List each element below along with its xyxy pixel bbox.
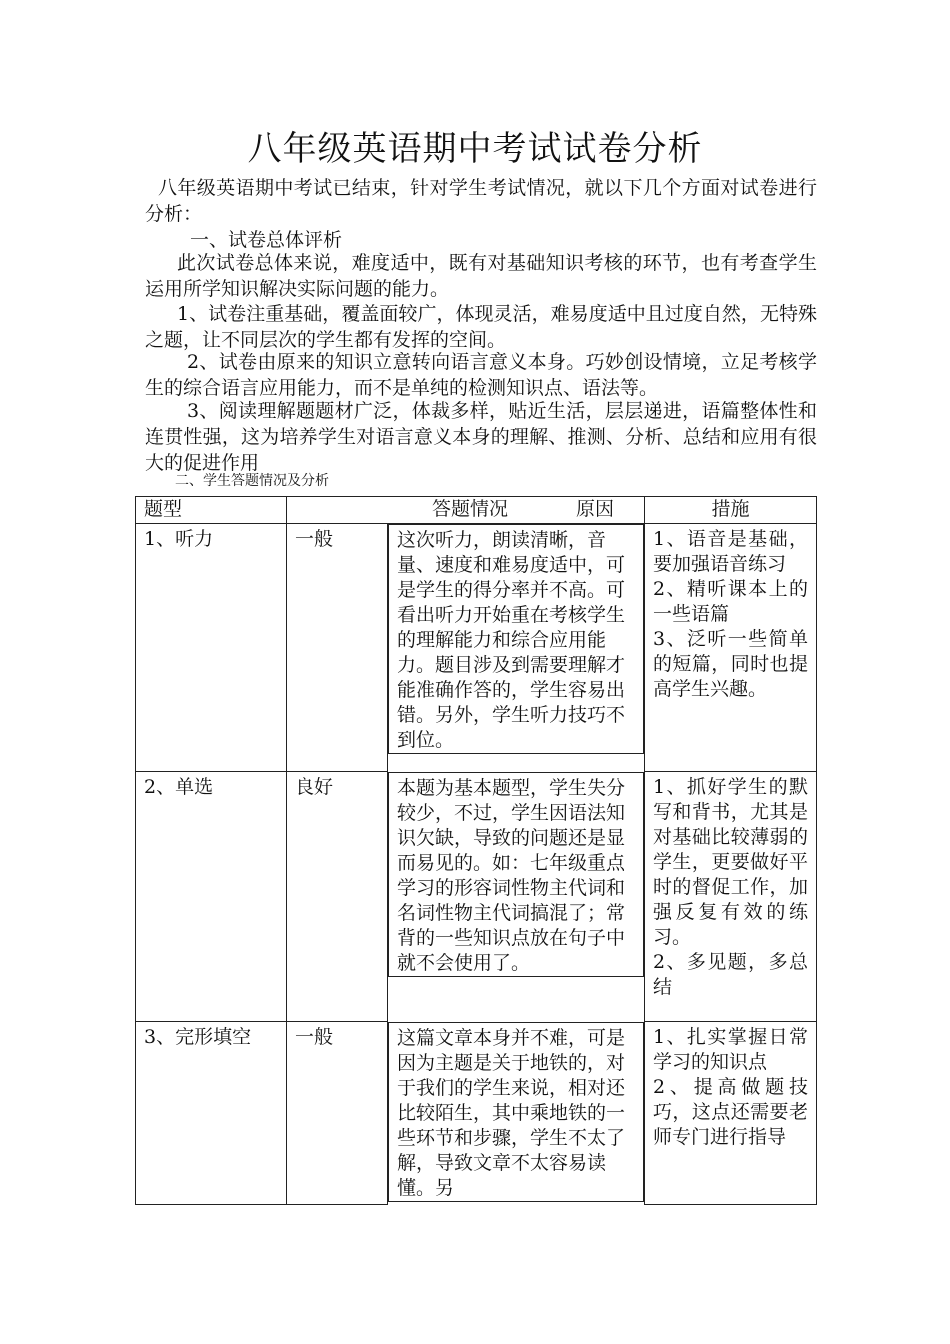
cell-type: 1、听力 [136, 524, 287, 772]
section-heading-overall: 一、试卷总体评析 [190, 229, 343, 251]
cell-type: 2、单选 [136, 772, 287, 1022]
measure-item: 2、精听课本上的一些语篇 [653, 578, 808, 625]
header-measure: 措施 [645, 497, 817, 524]
cell-type: 3、完形填空 [136, 1022, 287, 1205]
cell-status: 一般 [287, 1022, 388, 1205]
overall-paragraph: 此次试卷总体来说，难度适中，既有对基础知识考核的环节，也有考查学生运用所学知识解决实际问题的能力。 [145, 252, 817, 300]
measure-item: 1、扎实掌握日常学习的知识点 [653, 1026, 808, 1073]
header-type: 题型 [136, 497, 287, 524]
point-2-paragraph: 2、试卷由原来的知识立意转向语言意义本身。巧妙创设情境，立足考核学生的综合语言应用能力，而不是单纯的检测知识点、语法等。 [145, 351, 817, 399]
cell-measure [645, 524, 817, 772]
cell-status: 一般 [287, 524, 388, 772]
table-row [136, 772, 817, 1022]
table-header-row [136, 497, 817, 524]
table-row [136, 1022, 817, 1205]
cell-reason: 这篇文章本身并不难，可是因为主题是关于地铁的，对于我们的学生来说，相对还比较陌生，其中乘地铁的一些环节和步骤，学生不太了解，导致文章不太容易读懂。另 [388, 1022, 644, 1202]
cell-measure [645, 772, 817, 1022]
measure-item: 1、语音是基础，要加强语音练习 [653, 528, 808, 575]
header-reason: 原因 [576, 498, 615, 520]
measure-item: 1、抓好学生的默写和背书，尤其是对基础比较薄弱的学生，更要做好平时的督促工作，加强反复有效的练习。 [653, 776, 808, 948]
cell-status: 良好 [287, 772, 388, 1022]
header-status-reason [287, 497, 645, 524]
cell-reason: 本题为基本题型，学生失分较少，不过，学生因语法知识欠缺，导致的问题还是显而易见的。如：七年级重点学习的形容词性物主代词和名词性物主代词搞混了；常背的一些知识点放在句子中就不会使用了。 [388, 772, 644, 977]
measure-item: 2、提高做题技巧，这点还需要老师专门进行指导 [653, 1076, 808, 1148]
point-1-paragraph: 1、试卷注重基础，覆盖面较广，体现灵活，难易度适中且过度自然，无特殊之题，让不同层次的学生都有发挥的空间。 [145, 303, 817, 351]
cell-measure [645, 1022, 817, 1205]
table-row [136, 524, 817, 772]
analysis-table [135, 496, 817, 1205]
measure-item: 3、泛听一些简单的短篇，同时也提高学生兴趣。 [653, 628, 808, 700]
measure-item: 2、多见题，多总结 [653, 951, 808, 998]
point-3-paragraph: 3、阅读理解题题材广泛，体裁多样，贴近生活，层层递进，语篇整体性和连贯性强，这为培养学生对语言意义本身的理解、推测、分析、总结和应用有很大的促进作用 [145, 400, 817, 474]
cell-reason: 这次听力，朗读清晰，音量、速度和难易度适中，可是学生的得分率并不高。可看出听力开始重在考核学生的理解能力和综合应用能力。题目涉及到需要理解才能准确作答的，学生容易出错。另外，学生听力技巧不到位。 [388, 524, 644, 754]
section-heading-answers: 二、学生答题情况及分析 [175, 473, 329, 489]
document-title: 八年级英语期中考试试卷分析 [247, 129, 703, 169]
intro-paragraph: 八年级英语期中考试已结束，针对学生考试情况，就以下几个方面对试卷进行分析： [145, 177, 817, 225]
header-status: 答题情况 [432, 498, 509, 520]
